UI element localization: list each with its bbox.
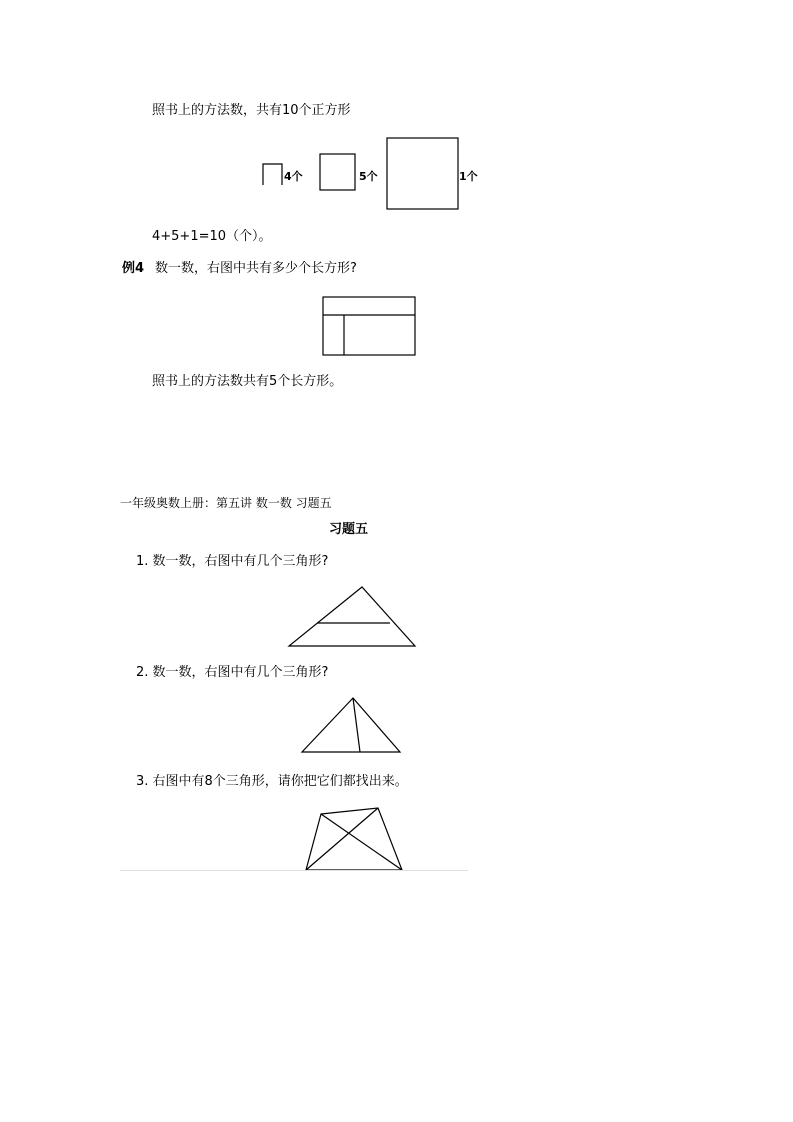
example4-answer: 照书上的方法数共有5个长方形。	[152, 374, 343, 389]
example3-equation: 4+5+1=10（个）。	[152, 229, 272, 244]
rectangles-figure	[322, 296, 418, 358]
exercise-2-triangle-figure	[300, 696, 404, 754]
exercise-1-triangle-figure	[287, 585, 419, 649]
medium-square-figure	[319, 153, 357, 193]
exercise-3-text: 3. 右图中有8个三角形，请你把它们都找出来。	[136, 774, 408, 789]
large-square-count: 1个	[459, 170, 478, 183]
section-header: 一年级奥数上册：第五讲 数一数 习题五	[120, 496, 332, 510]
exercise-1-text: 1. 数一数，右图中有几个三角形?	[136, 554, 329, 569]
section-title: 习题五	[329, 522, 369, 537]
page-divider	[120, 870, 468, 871]
exercise-3-quadrilateral-figure	[303, 806, 405, 872]
medium-square-count: 5个	[359, 170, 378, 183]
small-square-count: 4个	[284, 170, 303, 183]
example3-method-text: 照书上的方法数，共有10个正方形	[152, 103, 351, 118]
exercise-2-text: 2. 数一数，右图中有几个三角形?	[136, 665, 329, 680]
example4-tag: 例4	[122, 261, 145, 276]
example4-question: 数一数，右图中共有多少个长方形?	[155, 261, 357, 276]
large-square-figure	[386, 137, 460, 211]
small-square-figure	[262, 163, 286, 187]
